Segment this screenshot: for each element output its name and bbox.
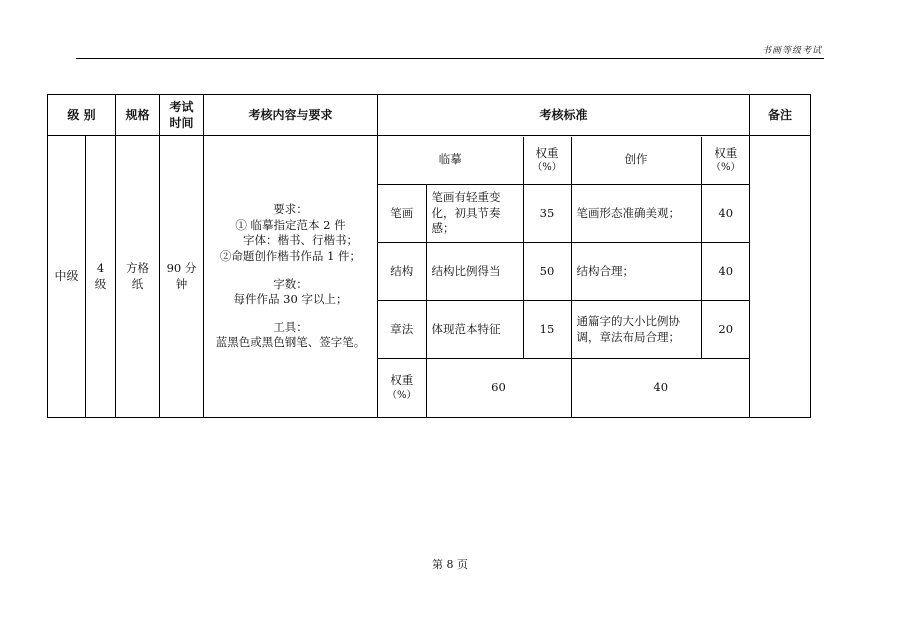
std-copy-criteria: 笔画有轻重变化，初具节奏感； (426, 185, 523, 243)
req-count-text: 每件作品 30 字以上； (233, 292, 348, 307)
std-copy-weight-header (523, 137, 571, 185)
std-create-criteria: 笔画形态准确美观； (571, 185, 701, 243)
header-standard: 考核标准 (378, 95, 750, 136)
cell-remark (750, 136, 811, 418)
req-intro: 要求： (273, 202, 308, 217)
std-create-weight-unit: （%） (710, 162, 741, 174)
std-category: 结构 (378, 243, 426, 301)
cell-format-line2: 纸 (131, 276, 144, 291)
std-create-weight: 40 (701, 243, 750, 301)
standard-row (378, 185, 750, 243)
header-remark: 备注 (750, 95, 811, 136)
std-create-weight: 40 (701, 185, 750, 243)
exam-standard-table (47, 94, 811, 418)
standard-subtable (378, 137, 750, 417)
header-exam-time (160, 95, 204, 136)
req-item1: ① 临摹指定范本 2 件 (235, 217, 346, 232)
req-item1-sub: 字体：楷书、行楷书； (243, 233, 358, 248)
std-create-total: 40 (571, 359, 750, 417)
cell-grade-line2: 级 (94, 276, 107, 291)
cell-grade (86, 136, 116, 418)
std-total-label-text: 权重 (390, 373, 414, 388)
table-header-row (48, 95, 811, 136)
cell-format (116, 136, 160, 418)
header-rule (76, 58, 824, 59)
std-total-label-unit: （%） (386, 389, 417, 401)
std-create-criteria: 结构合理； (571, 243, 701, 301)
std-create-weight: 20 (701, 301, 750, 359)
table-row (48, 136, 811, 418)
std-copy-total: 60 (426, 359, 571, 417)
std-copy-weight-unit: （%） (532, 162, 562, 174)
std-copy-header: 临摹 (378, 137, 523, 185)
std-create-criteria: 通篇字的大小比例协调，章法布局合理； (571, 301, 701, 359)
cell-time-line2: 钟 (175, 276, 188, 291)
header-exam-time-line2: 时间 (169, 116, 194, 130)
std-category: 章法 (378, 301, 426, 359)
header-title: 书画等级考试 (761, 46, 822, 56)
header-level: 级 别 (48, 95, 116, 136)
cell-standard (378, 136, 750, 418)
std-copy-criteria: 结构比例得当 (426, 243, 523, 301)
header-exam-time-line1: 考试 (169, 99, 194, 114)
header-format: 规格 (116, 95, 160, 136)
std-copy-weight: 50 (523, 243, 571, 301)
cell-format-line1: 方格 (126, 260, 149, 275)
std-copy-weight: 15 (523, 301, 571, 359)
std-copy-criteria: 体现范本特征 (426, 301, 523, 359)
cell-time-line1: 90 分 (166, 260, 197, 275)
cell-level: 中级 (48, 136, 86, 418)
header-content: 考核内容与要求 (204, 95, 378, 136)
page-number: 第 8 页 (432, 558, 468, 571)
req-tools-text: 蓝黑色或黑色钢笔、签字笔。 (215, 335, 366, 350)
std-category: 笔画 (378, 185, 426, 243)
std-create-weight-header (701, 137, 750, 185)
cell-requirements (204, 136, 378, 418)
std-copy-weight: 35 (523, 185, 571, 243)
req-tools-label: 工具： (273, 319, 308, 334)
cell-time (160, 136, 204, 418)
standard-row (378, 243, 750, 301)
req-item2: ②命题创作楷书作品 1 件； (219, 248, 362, 263)
std-create-weight-label: 权重 (714, 145, 738, 160)
standard-header-row (378, 137, 750, 185)
standard-row (378, 301, 750, 359)
std-create-header: 创作 (571, 137, 701, 185)
cell-grade-line1: 4 (96, 260, 105, 275)
std-total-label (378, 359, 426, 417)
req-count-label: 字数： (273, 276, 308, 291)
standard-total-row (378, 359, 750, 417)
std-copy-weight-label: 权重 (535, 145, 559, 160)
